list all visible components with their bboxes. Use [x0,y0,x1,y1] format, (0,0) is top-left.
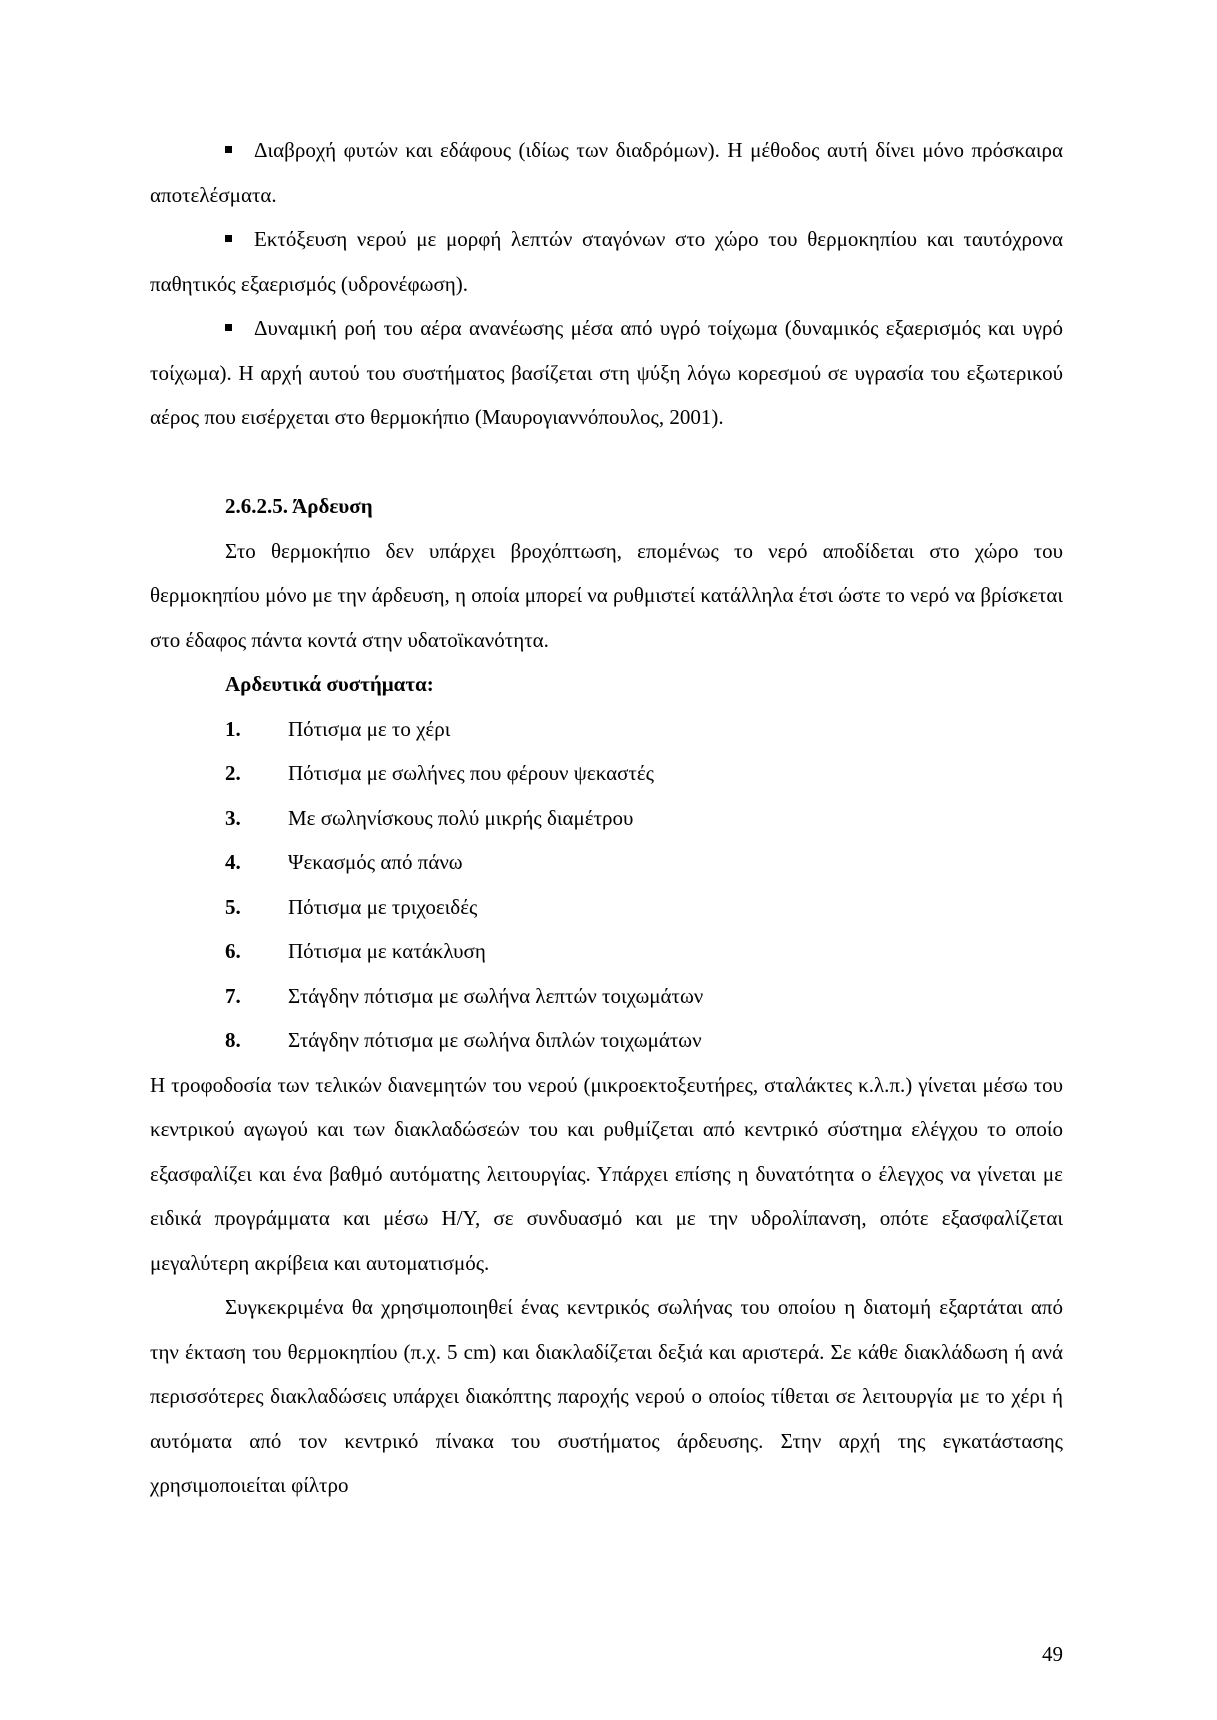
list-item: 7. Στάγδην πότισμα με σωλήνα λεπτών τοιχωμάτων [225,983,704,1008]
section-heading: 2.6.2.5. Άρδευση [225,494,373,518]
list-item: 3. Με σωληνίσκους πολύ μικρής διαμέτρου [225,805,634,830]
irrigation-systems-list [150,707,1063,1063]
list-item: 1. Πότισμα με το χέρι [225,716,451,741]
bullet-item: Διαβροχή φυτών και εδάφους (ιδίως των διαδρόμων). Η μέθοδος αυτή δίνει μόνο πρόσκαιρα αποτελέσματα. [150,138,1063,207]
bullet-square-icon [225,235,232,242]
list-item: 2. Πότισμα με σωλήνες που φέρουν ψεκαστές [225,761,654,785]
paragraph-feed-control: Η τροφοδοσία των τελικών διανεμητών του νερού (μικροεκτοξευτήρες, σταλάκτες κ.λ.π.) γίνεται μέσω του κεντρικού αγωγού και των διακλαδώσεών του και ρυθμίζεται από κεντρικό σύστημα ελέγχου το οποίο εξασφαλίζει και ένα βαθμό αυτόματης λειτουργίας. Υπάρχει επίσης η δυνατότητα ο έλεγχος να γίνεται με ειδικά προγράμματα και μέσω Η/Υ, σε συνδυασμό και με την υδρολίπανση, οπότε εξασφαλίζεται μεγαλύτερη ακρίβεια και αυτοματισμός. [150,1072,1063,1275]
bullet-item: Δυναμική ροή του αέρα ανανέωσης μέσα από υγρό τοίχωμα (δυναμικός εξαερισμός και υγρό τοίχωμα). Η αρχή αυτού του συστήματος βασίζεται στη ψύξη λόγω κορεσμού σε υγρασία του εξωτερικού αέρος που εισέρχεται στο θερμοκήπιο (Μαυρογιαννόπουλος, 2001). [150,316,1063,429]
list-item: 8. Στάγδην πότισμα με σωλήνα διπλών τοιχωμάτων [225,1028,702,1052]
page-number: 49 [1042,1642,1063,1666]
bullet-square-icon [225,146,232,153]
list-item: 6. Πότισμα με κατάκλυση [225,939,486,963]
list-item: 5. Πότισμα με τριχοειδές [225,894,478,919]
intro-paragraph: Στο θερμοκήπιο δεν υπάρχει βροχόπτωση, επομένως το νερό αποδίδεται στο χώρο του θερμοκηπίου μόνο με την άρδευση, η οποία μπορεί να ρυθμιστεί κατάλληλα έτσι ώστε το νερό να βρίσκεται στο έδαφος πάντα κοντά στην υδατοϊκανότητα. [150,538,1064,652]
paragraph-central-pipe: Συγκεκριμένα θα χρησιμοποιηθεί ένας κεντρικός σωλήνας του οποίου η διατομή εξαρτάται από την έκταση του θερμοκηπίου (π.χ. 5 cm) και διακλαδίζεται δεξιά και αριστερά. Σε κάθε διακλάδωση ή ανά περισσότερες διακλαδώσεις υπάρχει διακόπτης παροχής νερού ο οποίος τίθεται σε λειτουργία με το χέρι ή αυτόματα από τον κεντρικό πίνακα του συστήματος άρδευσης. Στην αρχή της εγκατάστασης χρησιμοποιείται φίλτρο [150,1295,1063,1497]
list-item: 4. Ψεκασμός από πάνω [225,850,463,874]
page-content [150,128,1063,1508]
bullet-item: Εκτόξευση νερού με μορφή λεπτών σταγόνων στο χώρο του θερμοκηπίου και ταυτόχρονα παθητικός εξαερισμός (υδρονέφωση). [150,227,1063,296]
bullet-square-icon [225,324,232,331]
systems-heading: Αρδευτικά συστήματα: [225,672,434,696]
